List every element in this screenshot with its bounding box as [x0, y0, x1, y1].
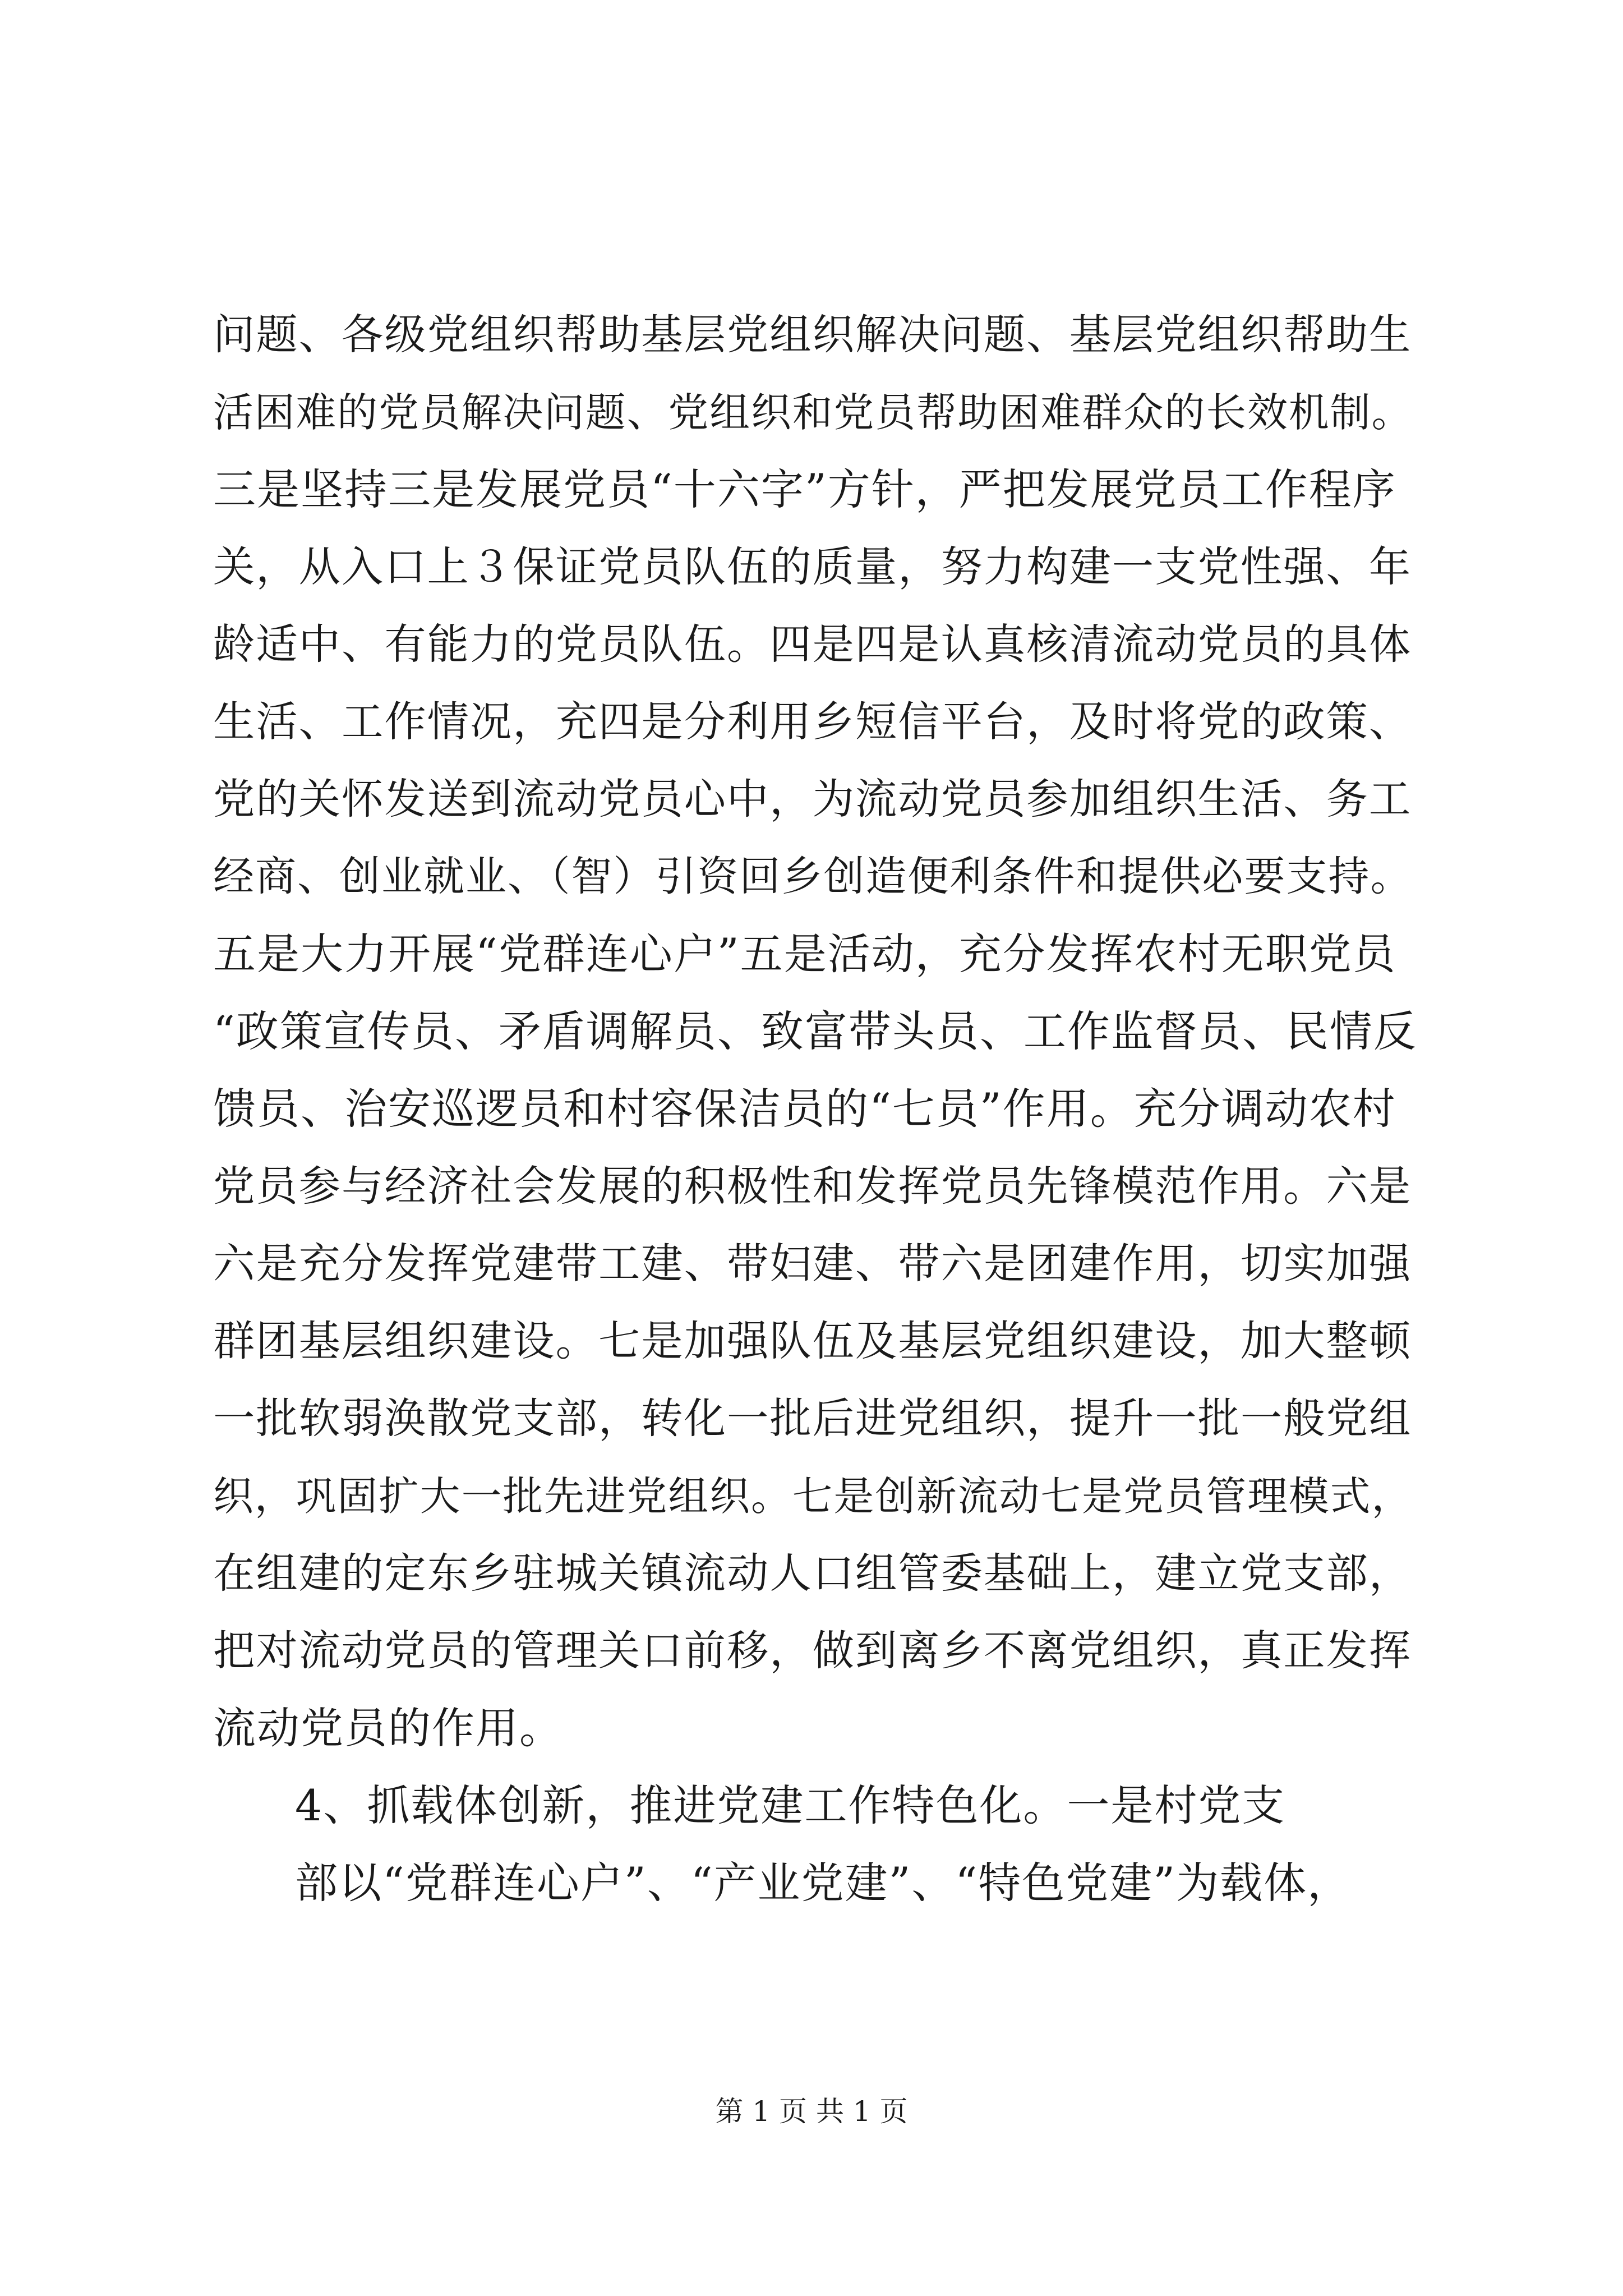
text-line: 馈员、治安巡逻员和村容保洁员的“七员”作用。充分调动农村	[213, 1084, 1396, 1134]
text-line: 把对流动党员的管理关口前移，做到离乡不离党组织，真正发挥	[213, 1626, 1412, 1675]
text-line: 一批软弱涣散党支部，转化一批后进党组织，提升一批一般党组	[213, 1394, 1412, 1443]
text-line: 六是充分发挥党建带工建、带妇建、带六是团建作用，切实加强	[213, 1239, 1412, 1288]
text-line: 三是坚持三是发展党员“十六字”方针，严把发展党员工作程序	[213, 464, 1396, 514]
text-line: 群团基层组织建设。七是加强队伍及基层党组织建设，加大整顿	[213, 1317, 1412, 1365]
text-line: “政策宣传员、矛盾调解员、致富带头员、工作监督员、民情反	[213, 1006, 1417, 1056]
text-line: 五是大力开展“党群连心户”五是活动，充分发挥农村无职党员	[213, 929, 1396, 979]
page-footer: 第 1 页 共 1 页	[715, 2095, 908, 2128]
text-line: 织，巩固扩大一批先进党组织。七是创新流动七是党员管理模式，	[213, 1473, 1413, 1520]
text-line: 龄适中、有能力的党员队伍。四是四是认真核清流动党员的具体	[213, 620, 1412, 669]
body-text	[213, 296, 1436, 1922]
text-line: 生活、工作情况，充四是分利用乡短信平台，及时将党的政策、	[213, 697, 1412, 746]
text-line: 党的关怀发送到流动党员心中，为流动党员参加组织生活、务工	[213, 775, 1412, 823]
text-line: 关，从入口上３保证党员队伍的质量，努力构建一支党性强、年	[213, 542, 1412, 591]
text-line: 党员参与经济社会发展的积极性和发挥党员先锋模范作用。六是	[213, 1162, 1412, 1211]
text-line: 部以“党群连心户”、“产业党建”、“特色党建”为载体，	[295, 1858, 1352, 1908]
text-line: 活困难的党员解决问题、党组织和党员帮助困难群众的长效机制。	[213, 389, 1413, 436]
text-line: 经商、创业就业、（智）引资回乡创造便利条件和提供必要支持。	[213, 853, 1413, 900]
text-line: 流动党员的作用。	[213, 1703, 563, 1753]
paragraph-heading-line: 4、抓载体创新，推进党建工作特色化。一是村党支	[295, 1780, 1286, 1830]
text-line: 在组建的定东乡驻城关镇流动人口组管委基础上，建立党支部，	[213, 1549, 1412, 1598]
text-line: 问题、各级党组织帮助基层党组织解决问题、基层党组织帮助生	[213, 310, 1412, 359]
